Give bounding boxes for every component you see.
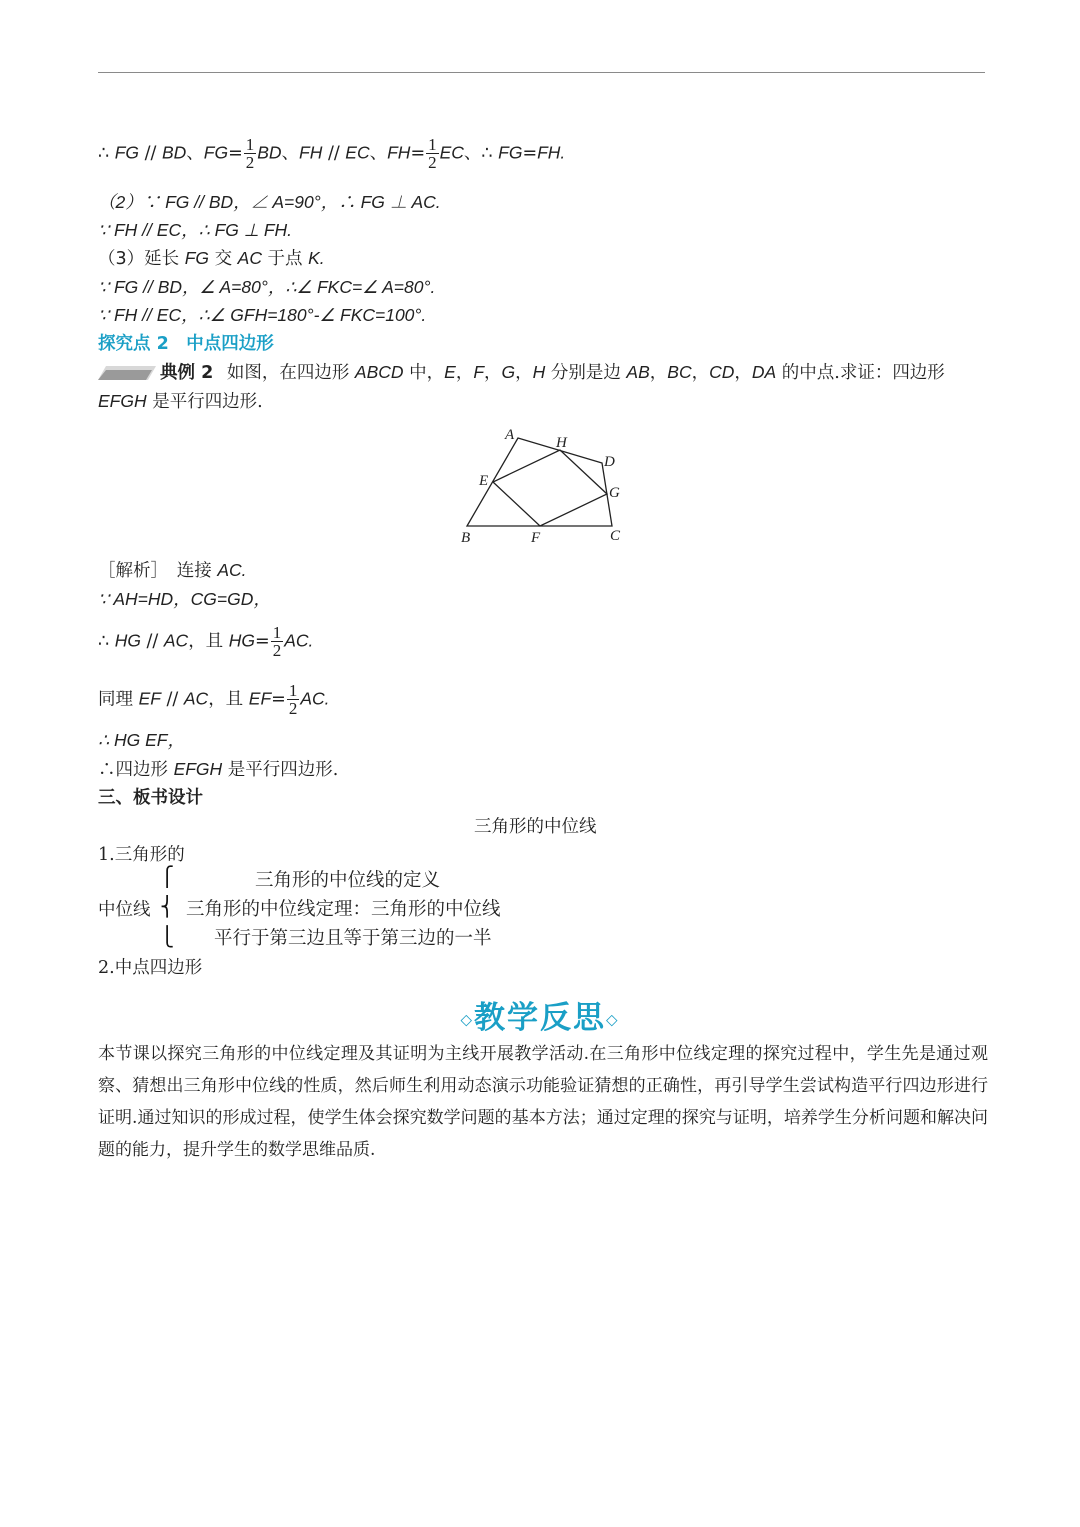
proof-line-1 (98, 136, 565, 171)
text: 于点 (261, 249, 309, 269)
brace-bottom: ⎩ (160, 926, 175, 948)
text: 同理 (98, 689, 139, 710)
diamond-icon: ◇ (460, 1010, 474, 1029)
math-var: BD (161, 142, 187, 163)
section-heading: 探究点 2 中点四边形 (98, 334, 274, 354)
board-heading: 三、板书设计 (98, 788, 203, 808)
equals: = (271, 689, 286, 710)
reflection-paragraph: 本节课以探究三角形的中位线定理及其证明为主线开展教学活动.在三角形中位线定理的探究过程中，学生先是通过观察、猜想出三角形中位线的性质，然后师生利用动态演示功能验证猜想的正确性，再引导学生尝试构造平行四边形进行证明.通过知识的形成过程，使学生体会探究数学问题的基本方法；通过定理的探究与证明，培养学生分析问题和解决问题的能力，提升学生的数学思维品质. (98, 1044, 988, 1160)
equals: = (255, 631, 270, 652)
math-var: EF (138, 688, 161, 709)
solution-line-4 (98, 682, 330, 717)
label-a: A (505, 427, 515, 443)
fraction-denominator: 2 (428, 153, 437, 172)
brace-top: ⎧ (160, 866, 175, 888)
fraction-denominator: 2 (288, 699, 298, 718)
math-var: FG (184, 248, 210, 268)
board-theorem-cont: 平行于第三边且等于第三边的一半 (214, 928, 492, 949)
label-f: F (531, 530, 541, 546)
fraction-denominator: 2 (245, 153, 255, 172)
text: 分别是边 (545, 363, 627, 383)
solution-line-5: ∴ HG EF， (98, 730, 185, 750)
math-var: EC (439, 142, 464, 163)
math-var: AB (626, 362, 650, 382)
math-var: DA (751, 362, 777, 382)
punct: 、 (369, 143, 388, 164)
board-theorem: 三角形的中位线定理：三角形的中位线 (186, 899, 501, 920)
math-var: G (501, 362, 516, 382)
text: 交 (209, 249, 238, 269)
fraction-numerator: 1 (428, 135, 437, 154)
fraction-numerator: 1 (288, 681, 298, 700)
math-var: HG (114, 630, 141, 651)
header-rule (98, 72, 985, 73)
text: ，且 (208, 689, 249, 710)
solution-line-1 (98, 558, 247, 583)
math-var: K. (308, 248, 325, 268)
example-line-1 (160, 360, 945, 385)
solution-line-6 (98, 757, 338, 782)
math-var: H (532, 362, 546, 382)
proof-line-6: ∵ FH // EC，∴∠ GFH=180°-∠ FKC=100°. (98, 305, 427, 325)
therefore-symbol: ∴ (98, 143, 115, 164)
math-var: FH (299, 142, 323, 163)
math-var: CD (709, 362, 735, 382)
math-var: EFGH (173, 759, 223, 779)
math-var: AC (183, 688, 209, 709)
solution-line-3 (98, 624, 313, 659)
fraction-numerator: 1 (272, 623, 282, 642)
board-item-1-cont: 中位线 (98, 900, 151, 920)
math-var: AC (237, 248, 262, 268)
parallel-symbol: // (322, 143, 346, 164)
text: 是平行四边形. (222, 760, 339, 780)
fraction-numerator: 1 (245, 135, 255, 154)
math-var: AC. (284, 630, 314, 651)
parallel-symbol: // (160, 689, 184, 710)
reflection-title-text: 教学反思 (474, 1000, 606, 1036)
solution-line-2: ∵ AH=HD，CG=GD， (98, 589, 271, 609)
equals: = (522, 143, 538, 164)
equals: = (228, 143, 243, 164)
fraction-denominator: 2 (272, 641, 282, 660)
math-var: FH (387, 142, 411, 163)
board-definition: 三角形的中位线的定义 (255, 870, 441, 891)
diamond-icon: ◇ (606, 1010, 620, 1029)
label-c: C (610, 528, 621, 544)
text: ，且 (188, 631, 229, 652)
punct: 、 (281, 143, 300, 164)
example-line-2 (98, 389, 263, 414)
proof-line-5: ∵ FG // BD，∠ A=80°，∴∠ FKC=∠ A=80°. (98, 277, 436, 297)
text: ， (649, 363, 668, 383)
quadrilateral-abcd (467, 438, 612, 526)
board-item-2: 2.中点四边形 (98, 958, 203, 978)
math-var: BC (667, 362, 692, 382)
math-var: EC (345, 142, 370, 163)
punct: 、∴ (463, 143, 499, 164)
label-g: G (609, 485, 620, 501)
text: ， (734, 363, 752, 383)
text: ， (455, 363, 474, 383)
math-var: FG (114, 142, 140, 163)
label-b: B (461, 530, 471, 546)
text: ， (515, 363, 533, 383)
text: ［解析］ 连接 (98, 561, 218, 581)
fraction-half (271, 624, 284, 659)
math-var: HG (228, 630, 256, 651)
fraction-half (287, 682, 300, 717)
example-label: 典例 2 (160, 363, 214, 383)
math-var: FG (203, 142, 229, 163)
text: ∴四边形 (98, 760, 174, 780)
fraction-half (426, 136, 439, 171)
proof-line-3: ∵ FH // EC，∴ FG ⊥ FH. (98, 220, 293, 240)
proof-line-4 (98, 246, 325, 271)
brace-mid: ⎨ (160, 896, 175, 918)
text: 如图，在四边形 (226, 363, 355, 383)
text: ， (484, 363, 502, 383)
math-var: BD (257, 142, 282, 163)
math-var: AC. (300, 688, 330, 709)
math-var: E (444, 362, 456, 382)
board-title: 三角形的中位线 (474, 817, 597, 837)
math-var: AC (163, 630, 189, 651)
math-var: ABCD (354, 362, 404, 382)
label-d: D (604, 454, 615, 470)
label-h: H (556, 435, 567, 451)
example-tag-icon (98, 364, 156, 380)
parallel-symbol: // (139, 143, 162, 164)
fraction-half (244, 136, 257, 171)
punct: 、 (186, 143, 204, 164)
reflection-title (0, 992, 1080, 1037)
math-var: EF (248, 688, 272, 709)
text: 的中点.求证：四边形 (776, 363, 945, 383)
math-var: EFGH (98, 391, 147, 411)
quadrilateral-figure (455, 422, 635, 548)
text: 中， (403, 363, 445, 383)
math-var: FG (498, 142, 523, 163)
proof-line-2: （2）∵ FG // BD，∠ A=90°，∴ FG ⊥ AC. (98, 192, 441, 212)
math-var: FH. (537, 142, 566, 163)
text: （3）延长 (98, 249, 185, 269)
therefore-symbol: ∴ (98, 631, 115, 652)
label-e: E (479, 473, 489, 489)
text: ， (691, 363, 710, 383)
quadrilateral-efgh (493, 450, 607, 526)
math-var: AC. (217, 560, 247, 580)
parallel-symbol: // (140, 631, 164, 652)
board-item-1: 1.三角形的 (98, 845, 185, 865)
math-var: F (473, 362, 485, 382)
text: 是平行四边形. (146, 392, 263, 412)
equals: = (410, 143, 426, 164)
